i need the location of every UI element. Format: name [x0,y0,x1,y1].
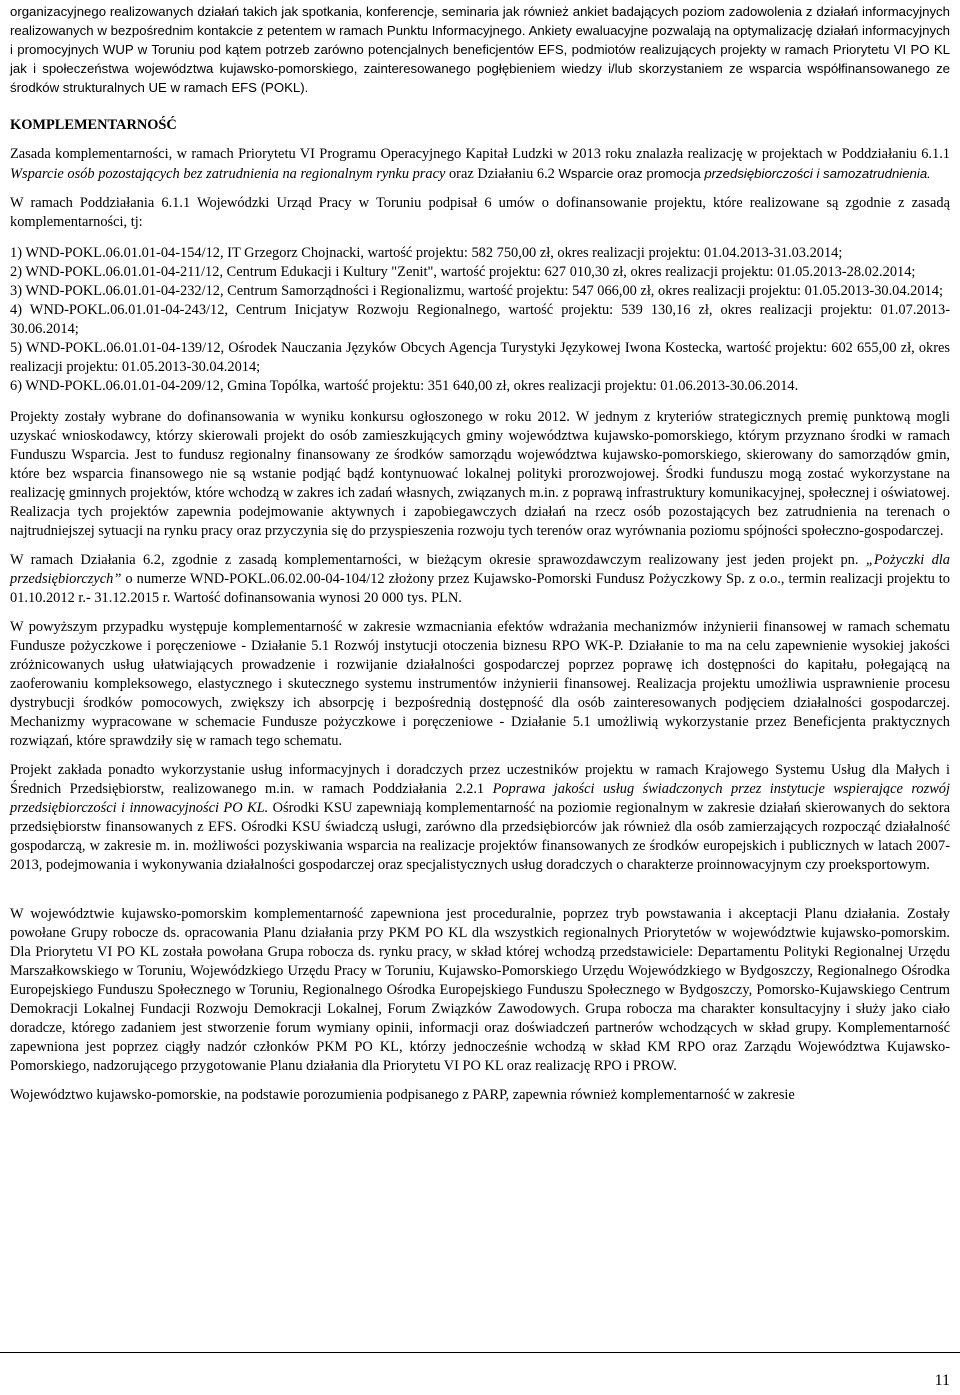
list-item: 1) WND-POKL.06.01.01-04-154/12, IT Grzegorz Chojnacki, wartość projektu: 582 750,00 zł, okres realizacji projektu: 01.04.2013-31.03.2014; [10,245,843,261]
paragraph-ksu-services [10,761,950,875]
list-item: 5) WND-POKL.06.01.01-04-139/12, Ośrodek Nauczania Języków Obcych Agencja Turystyki Językowej Iwona Kostecka, wartość projektu: 602 655,00 zł, okres realizacji projektu: 01.05.2013-30.04.2014; [10,340,950,375]
text-run: Ośrodki KSU zapewniają komplementarność na poziomie regionalnym w zakresie działań skierowanych do sektora przedsiębiorstw finansowanych z EFS. Ośrodki KSU świadczą usługi, zarówno dla przedsiębiorców jak również dla osób zamierzających rozpocząć działalność gospodarczą, w zakresie m. in. możliwości pozyskiwania wsparcia na realizacje projektów finansowanych ze środków europejskich i publicznych w latach 2007-2013, podejmowania i wykonywania działalności gospodarczej oraz specjalistycznych usług doradczych o charakterze proinnowacyjnym czy proeksportowym. [10,800,950,873]
text-run: W ramach Działania 6.2, zgodnie z zasadą komplementarności, w bieżącym okresie sprawozdawczym realizowany jest jeden projekt pn. [10,552,866,568]
text-run: o numerze WND-POKL.06.02.00-04-104/12 złożony przez Kujawsko-Pomorski Fundusz Pożyczkowy Sp. z o.o., termin realizacji projektu to 01.10.2012 r.- 31.12.2015 r. Wartość dofinansowania wynosi 20 000 tys. PLN. [10,571,950,606]
paragraph-selection-criteria: Projekty zostały wybrane do dofinansowania w wyniku konkursu ogłoszonego w roku 2012. W jednym z kryteriów strategicznych premię punktową mogli uzyskać wnioskodawcy, którzy skierowali projekt do osób zamieszkujących gminy województwa kujawsko-pomorskiego, którym przyznano środki w ramach Funduszu Wsparcia. Jest to fundusz regionalny finansowany ze środków samorządu województwa kujawsko-pomorskiego, skierowany do samorządów gmin, które bez wsparcia finansowego nie są wstanie podjąć bądź kontynuować lokalnej polityki prorozwojowej. Środki funduszu mogą zostać wykorzystane na realizację gminnych projektów, które wchodzą w zakres ich zadań własnych, związanych m.in. z poprawą infrastruktury komunikacyjnej, społecznej i oświatowej. Realizacja tych projektów zapewnia podejmowanie aktywnych i zapobiegawczych działań na rzecz osób pozostających bez zatrudnienia na terenach o najtrudniejszej sytuacji na rynku pracy oraz przyczynia się do przyspieszenia rozwoju tych terenów oraz wyrównania poziomu spójności społeczno-gospodarczej. [10,409,950,539]
paragraph-working-groups: W województwie kujawsko-pomorskim komplementarność zapewniona jest proceduralnie, poprzez tryb powstawania i akceptacji Planu działania. Zostały powołane Grupy robocze ds. opracowania Planu działania przy PKM PO KL dla wszystkich regionalnych Priorytetów w województwie kujawsko-pomorskim. Dla Priorytetu VI PO KL została powołana Grupa robocza ds. rynku pracy, w skład której wchodzą przedstawiciele: Departamentu Polityki Regionalnej Urzędu Marszałkowskiego w Toruniu, Wojewódzkiego Urzędu Pracy w Toruniu, Kujawsko-Pomorskiego Urzędu Wojewódzkiego w Bydgoszczy, Regionalnego Ośrodka Europejskiego Funduszu Społecznego w Toruniu, Regionalnego Ośrodka Europejskiego Funduszu Społecznego w Bydgoszczy, Pomorsko-Kujawskiego Centrum Demokracji Lokalnej Fundacji Rozwoju Demokracji Lokalnej, Forum Związków Zawodowych. Grupa robocza ma charakter konsultacyjny i służy jako ciało doradcze, którego zadaniem jest stworzenie forum wymiany opinii, informacji oraz doświadczeń partnerów wchodzących w skład grupy. Komplementarność zapewniona jest poprzez ciągły nadzór członków PKM PO KL, którzy jednocześnie wchodzą w skład KM RPO oraz Zarządu Województwa Kujawsko-Pomorskiego, nadzorującego przygotowanie Planu działania dla Priorytetu VI PO KL oraz realizację RPO i PROW. [10,906,950,1074]
text-run: Zasada komplementarności, w ramach Priorytetu VI Programu Operacyjnego Kapitał Ludzki w 2013 roku znalazła realizację w projektach w Poddziałaniu 6.1.1 [10,146,950,162]
project-list [10,244,950,396]
list-item: 3) WND-POKL.06.01.01-04-232/12, Centrum Samorządności i Regionalizmu, wartość projektu: 547 066,00 zł, okres realizacji projektu: 01.05.2013-30.04.2014; [10,283,943,299]
text-run: oraz Działaniu 6.2 [445,166,559,182]
paragraph-evaluation-surveys: organizacyjnego realizowanych działań takich jak spotkania, konferencje, seminaria jak również ankiet badających poziom zadowolenia z działań informacyjnych realizowanych w bezpośrednim kontakcie z petentem w ramach Punktu Informacyjnego. Ankiety ewaluacyjne pozwalają na optymalizację działań informacyjnych i promocyjnych WUP w Toruniu pod kątem potrzeb zarówno potencjalnych beneficjentów EFS, podmiotów realizujących projekty w ramach Priorytetu VI PO KL jak i społeczeństwa województwa kujawsko-pomorskiego, zainteresowanego pogłębieniem wiedzy i/lub skorzystaniem ze wsparcia współfinansowanego ze środków strukturalnych UE w ramach EFS (POKL). [10,4,950,95]
section-heading-complementarity: KOMPLEMENTARNOŚĆ [10,117,177,133]
paragraph-financial-engineering: W powyższym przypadku występuje komplementarność w zakresie wzmacniania efektów wdrażania mechanizmów inżynierii finansowej w ramach schematu Fundusze pożyczkowe i poręczeniowe - Działanie 5.1 Rozwój instytucji otoczenia biznesu RPO WK-P. Działanie to ma na celu zapewnienie wysokiej jakości zróżnicowanych usług ułatwiających prowadzenie i rozwijanie działalności gospodarczej poprzez poprawę ich dostępności do kapitału, połegającą na zaoferowaniu kompleksowego, elastycznego i skutecznego systemu instrumentów inżynierii finansowej. Realizacja projektu umożliwia usprawnienie procesu dystrybucji środków pomocowych, zwiększy ich absorpcję i bezpośrednią dostępność dla osób zainteresowanych podjęciem działalności gospodarczej. Mechanizmy wypracowane w schemacie Fundusze pożyczkowe i poręczeniowe - Działanie 5.1 umożliwią wykorzystanie przez Beneficjenta praktycznych rozwiązań, które sprawdziły się w ramach tego schematu. [10,619,950,749]
italic-project-name: „Pożyczki dla przedsiębiorczych” [10,552,950,587]
page-number: 11 [934,1372,950,1389]
paragraph-measure-6-2 [10,551,950,608]
list-item: 4) WND-POKL.06.01.01-04-243/12, Centrum Inicjatyw Rozwoju Regionalnego, wartość projektu: 539 130,16 zł, okres realizacji projektu: 01.07.2013-30.06.2014; [10,302,950,337]
list-item: 2) WND-POKL.06.01.01-04-211/12, Centrum Edukacji i Kultury "Zenit", wartość projektu: 627 010,30 zł, okres realizacji projektu: 01.05.2013-28.02.2014; [10,264,916,280]
paragraph-contracts-intro: W ramach Poddziałania 6.1.1 Wojewódzki Urząd Pracy w Toruniu podpisał 6 umów o dofinansowanie projektu, które realizowane są zgodnie z zasadą komplementarności, tj: [10,195,950,230]
italic-measure-title-sans: przedsiębiorczości i samozatrudnienia. [704,166,931,181]
text-run: Projekt zakłada ponadto wykorzystanie usług informacyjnych i doradczych przez uczestników projektu w ramach Krajowego Systemu Usług dla Małych i Średnich Przedsiębiorstw, realizowanego m.in. w ramach Poddziałania 2.2.1 [10,762,950,797]
text-run-sans: Wsparcie oraz promocja [558,166,705,181]
italic-submeasure-title: Poprawa jakości usług świadczonych przez instytucje wspierające rozwój przedsiębiorczości i innowacyjności PO KL. [10,781,950,816]
italic-measure-title: Wsparcie osób pozostających bez zatrudnienia na regionalnym rynku pracy [10,166,446,182]
paragraph-complementarity-intro [10,145,950,184]
paragraph-parp-agreement: Województwo kujawsko-pomorskie, na podstawie porozumienia podpisanego z PARP, zapewnia również komplementarność w zakresie [10,1087,795,1103]
document-page [10,2,950,1105]
footer-divider [0,1352,960,1353]
list-item: 6) WND-POKL.06.01.01-04-209/12, Gmina Topólka, wartość projektu: 351 640,00 zł, okres realizacji projektu: 01.06.2013-30.06.2014. [10,378,799,394]
